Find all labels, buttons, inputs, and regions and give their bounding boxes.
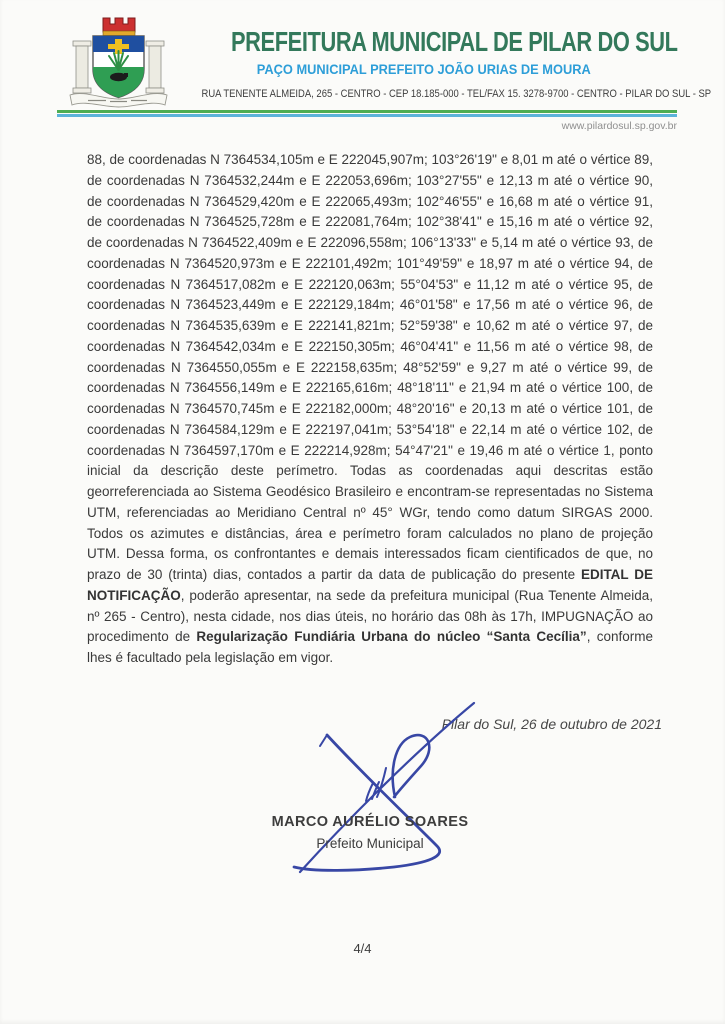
org-title-text: PREFEITURA MUNICIPAL DE PILAR DO SUL xyxy=(230,26,678,57)
edital-body-paragraph xyxy=(87,150,653,669)
header-rule-blue xyxy=(57,114,677,117)
paragraph-segment: , poderão apresentar, na sede da prefeitura municipal (Rua Tenente Almeida, nº 265 - Centro), nesta cidade, nos dias úteis, no horário das 08h às 17h, IMPUGNAÇÃO ao procedimento de xyxy=(87,587,653,645)
header-rule-green xyxy=(57,110,677,113)
paragraph-segment: 88, de coordenadas N 7364534,105m e E 222045,907m; 103°26'19" e 8,01 m até o vértice 89, de coordenadas N 7364532,244m e E 222053,696m; 103°27'55" e 12,13 m até o vértice 90, de coordenadas N 7364529,420m e E 222065,493m; 102°46'55" e 16,68 m até o vértice 91, de coordenadas N 7364525,728m e E 222081,764m; 102°38'41" e 15,16 m até o vértice 92, de coordenadas N 7364522,409m e E 222096,558m; 106°13'33" e 5,14 m até o vértice 93, de coordenadas N 7364520,973m e E 222101,492m; 101°49'59" e 18,97 m até o vértice 94, de coordenadas N 7364517,082m e E 222120,063m; 55°04'53" e 11,12 m até o vértice 95, de coordenadas N 7364523,449m e E 222129,184m; 46°01'58" e 17,56 m até o vértice 96, de coordenadas N 7364535,639m e E 222141,821m; 52°59'38" e 10,62 m até o vértice 97, de coordenadas N 7364542,034m e E 222150,305m; 46°04'41" e 11,56 m até o vértice 98, de coordenadas N 7364550,055m e E 222158,635m; 48°52'59" e 9,27 m até o vértice 99, de coordenadas N 7364556,149m e E 222165,616m; 48°18'11" e 21,94 m até o vértice 100, de coordenadas N 7364570,745m e E 222182,000m; 48°20'16" e 20,13 m até o vértice 101, de coordenadas N 7364584,129m e E 222197,041m; 53°54'18" e 22,14 m até o vértice 102, de coordenadas N 7364597,170m e E 222214,928m; 54°47'21" e 19,46 m até o vértice 1, ponto inicial da descrição deste perímetro. Todas as coordenadas aqui descritas estão georreferenciada ao Sistema Geodésico Brasileiro e encontram-se representadas no Sistema UTM, referenciadas ao Meridiano Central nº 45° WGr, tendo como datum SIRGAS 2000. Todos os azimutes e distâncias, área e perímetro foram calculados no plano de projeção UTM. Dessa forma, os confrontantes e demais interessados ficam cientificados de que, no prazo de 30 (trinta) dias, contados a partir da data de publicação do presente xyxy=(87,152,653,582)
page-number: 4/4 xyxy=(353,941,372,956)
org-address-text: RUA TENENTE ALMEIDA, 265 - CENTRO - CEP 18.185-000 - TEL/FAX 15. 3278-9700 - CENTRO - PILAR DO SUL - SP xyxy=(201,88,712,100)
paragraph-segment-bold: Regularização Fundiária Urbana do núcleo “Santa Cecília” xyxy=(196,629,587,645)
paragraph-segment: , conforme lhes é facultado pela legislação em vigor. xyxy=(87,629,653,665)
org-address xyxy=(160,84,712,102)
org-subtitle xyxy=(168,61,680,79)
paragraph-segment-bold: EDITAL DE NOTIFICAÇÃO xyxy=(87,567,653,603)
coat-of-arms-icon xyxy=(62,14,175,112)
dateline: Pilar do Sul, 26 de outubro de 2021 xyxy=(441,716,662,732)
signer-name: MARCO AURÉLIO SOARES xyxy=(271,814,469,830)
website-url: www.pilardosul.sp.gov.br xyxy=(561,120,677,132)
org-title xyxy=(168,26,680,58)
org-subtitle-text: PAÇO MUNICIPAL PREFEITO JOÃO URIAS DE MOURA xyxy=(257,62,591,77)
signer-title: Prefeito Municipal xyxy=(316,836,424,851)
